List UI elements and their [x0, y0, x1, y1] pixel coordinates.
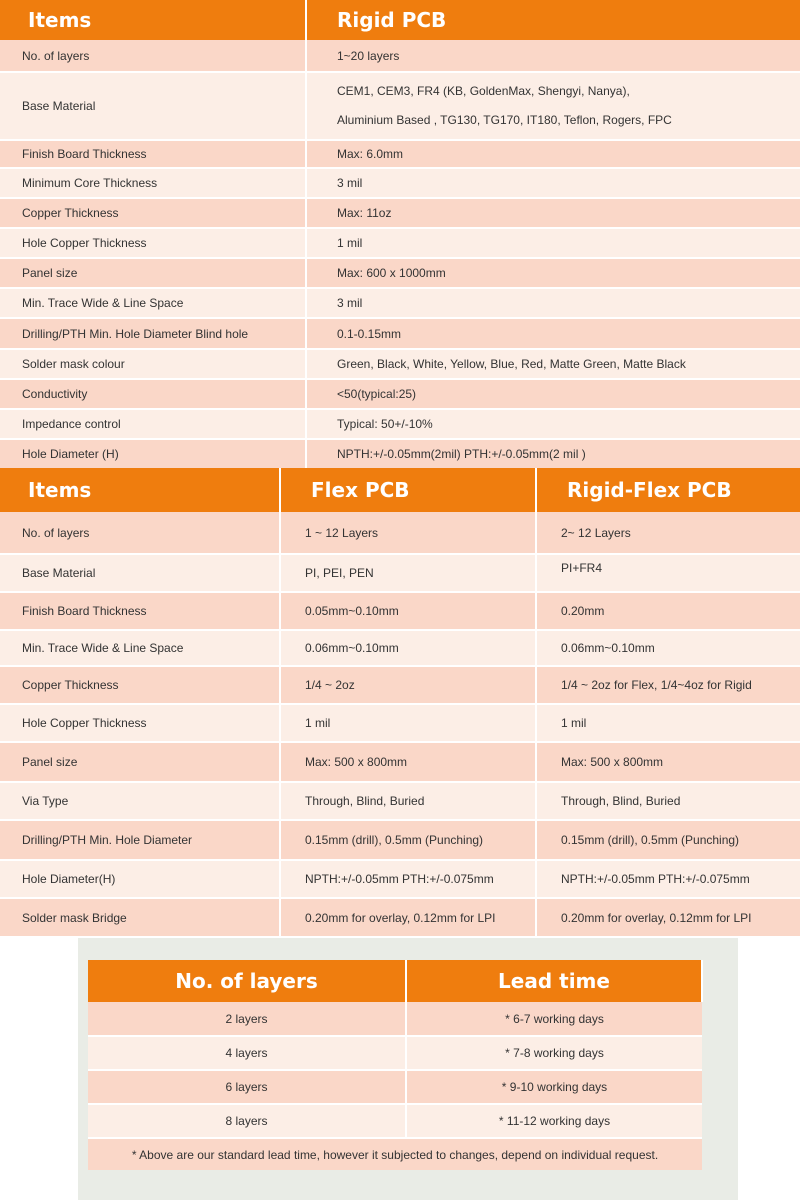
table-row	[0, 349, 800, 379]
header-rigid-pcb: Rigid PCB	[306, 0, 800, 40]
item-value: 0.1-0.15mm	[306, 318, 800, 349]
item-label: Via Type	[0, 782, 280, 820]
header-flex-pcb: Flex PCB	[280, 468, 536, 512]
item-value	[306, 72, 800, 140]
table-row	[88, 1138, 702, 1170]
table-row	[0, 140, 800, 168]
table-row	[0, 592, 800, 630]
header-items: Items	[0, 468, 280, 512]
table-row	[0, 40, 800, 72]
rigid-flex-value: 0.06mm~0.10mm	[536, 630, 800, 666]
lead-time-value: * 7-8 working days	[406, 1036, 702, 1070]
header-rigid-flex-pcb: Rigid-Flex PCB	[536, 468, 800, 512]
rigid-flex-value: 0.20mm for overlay, 0.12mm for LPI	[536, 898, 800, 936]
item-label: Hole Diameter(H)	[0, 860, 280, 898]
header-no-of-layers: No. of layers	[88, 960, 406, 1002]
rigid-table-header	[0, 0, 800, 40]
table-row	[88, 1002, 702, 1036]
lead-time-value: * 6-7 working days	[406, 1002, 702, 1036]
item-label: Hole Copper Thickness	[0, 704, 280, 742]
rigid-flex-value: 2~ 12 Layers	[536, 512, 800, 554]
table-row	[0, 666, 800, 704]
item-label: Panel size	[0, 742, 280, 782]
item-label: Drilling/PTH Min. Hole Diameter Blind hole	[0, 318, 306, 349]
header-lead-time: Lead time	[406, 960, 702, 1002]
item-label: Conductivity	[0, 379, 306, 409]
item-value: Green, Black, White, Yellow, Blue, Red, Matte Green, Matte Black	[306, 349, 800, 379]
lead-time-note: * Above are our standard lead time, however it subjected to changes, depend on individual request.	[88, 1138, 702, 1170]
flex-pcb-table	[0, 468, 800, 936]
lead-time-value: * 11-12 working days	[406, 1104, 702, 1138]
table-row	[0, 168, 800, 198]
item-label: Impedance control	[0, 409, 306, 439]
header-items: Items	[0, 0, 306, 40]
flex-value: Max: 500 x 800mm	[280, 742, 536, 782]
lead-table-header	[88, 960, 702, 1002]
item-label: Hole Copper Thickness	[0, 228, 306, 258]
item-label: Drilling/PTH Min. Hole Diameter	[0, 820, 280, 860]
flex-value: 1 mil	[280, 704, 536, 742]
table-row	[0, 439, 800, 468]
layer-count: 6 layers	[88, 1070, 406, 1104]
item-label: Finish Board Thickness	[0, 140, 306, 168]
item-label: Copper Thickness	[0, 666, 280, 704]
flex-value: 0.15mm (drill), 0.5mm (Punching)	[280, 820, 536, 860]
table-row	[0, 228, 800, 258]
item-value: 3 mil	[306, 288, 800, 318]
table-row	[0, 198, 800, 228]
flex-value: 1 ~ 12 Layers	[280, 512, 536, 554]
table-row	[0, 512, 800, 554]
table-row	[0, 554, 800, 592]
flex-value: PI, PEI, PEN	[280, 554, 536, 592]
rigid-flex-value: 1 mil	[536, 704, 800, 742]
item-label: Hole Diameter (H)	[0, 439, 306, 468]
item-value: Max: 6.0mm	[306, 140, 800, 168]
flex-value: Through, Blind, Buried	[280, 782, 536, 820]
item-label: Solder mask colour	[0, 349, 306, 379]
item-value: Typical: 50+/-10%	[306, 409, 800, 439]
table-row	[88, 1070, 702, 1104]
table-row	[0, 630, 800, 666]
table-row	[0, 898, 800, 936]
item-label: Base Material	[0, 72, 306, 140]
flex-value: 0.06mm~0.10mm	[280, 630, 536, 666]
item-value: NPTH:+/-0.05mm(2mil) PTH:+/-0.05mm(2 mil )	[306, 439, 800, 468]
rigid-flex-value: Max: 500 x 800mm	[536, 742, 800, 782]
item-value: 1 mil	[306, 228, 800, 258]
rigid-flex-value: NPTH:+/-0.05mm PTH:+/-0.075mm	[536, 860, 800, 898]
item-value-line: CEM1, CEM3, FR4 (KB, GoldenMax, Shengyi, Nanya),	[337, 84, 630, 98]
rigid-flex-value: 1/4 ~ 2oz for Flex, 1/4~4oz for Rigid	[536, 666, 800, 704]
table-row	[0, 742, 800, 782]
item-label: Minimum Core Thickness	[0, 168, 306, 198]
table-row	[0, 72, 800, 140]
layer-count: 8 layers	[88, 1104, 406, 1138]
item-label: Min. Trace Wide & Line Space	[0, 630, 280, 666]
table-row	[88, 1036, 702, 1070]
table-row	[0, 820, 800, 860]
item-value-line: Aluminium Based , TG130, TG170, IT180, Teflon, Rogers, FPC	[337, 113, 672, 127]
table-row	[0, 288, 800, 318]
item-value: Max: 600 x 1000mm	[306, 258, 800, 288]
layer-count: 2 layers	[88, 1002, 406, 1036]
lead-time-table	[88, 960, 703, 1170]
rigid-pcb-table	[0, 0, 800, 468]
item-label: Min. Trace Wide & Line Space	[0, 288, 306, 318]
item-label: Finish Board Thickness	[0, 592, 280, 630]
flex-value: 1/4 ~ 2oz	[280, 666, 536, 704]
item-value: 1~20 layers	[306, 40, 800, 72]
flex-table-header	[0, 468, 800, 512]
flex-value: 0.05mm~0.10mm	[280, 592, 536, 630]
item-label: Base Material	[0, 554, 280, 592]
rigid-flex-value: 0.15mm (drill), 0.5mm (Punching)	[536, 820, 800, 860]
flex-value: 0.20mm for overlay, 0.12mm for LPI	[280, 898, 536, 936]
table-row	[0, 379, 800, 409]
item-label: Copper Thickness	[0, 198, 306, 228]
rigid-flex-value: 0.20mm	[536, 592, 800, 630]
table-row	[88, 1104, 702, 1138]
table-row	[0, 704, 800, 742]
table-row	[0, 258, 800, 288]
flex-value: NPTH:+/-0.05mm PTH:+/-0.075mm	[280, 860, 536, 898]
table-row	[0, 409, 800, 439]
item-value: <50(typical:25)	[306, 379, 800, 409]
item-label: Solder mask Bridge	[0, 898, 280, 936]
layer-count: 4 layers	[88, 1036, 406, 1070]
table-row	[0, 318, 800, 349]
table-row	[0, 860, 800, 898]
item-value: Max: 11oz	[306, 198, 800, 228]
item-label: Panel size	[0, 258, 306, 288]
table-row	[0, 782, 800, 820]
item-label: No. of layers	[0, 512, 280, 554]
rigid-flex-value: Through, Blind, Buried	[536, 782, 800, 820]
item-label: No. of layers	[0, 40, 306, 72]
item-value: 3 mil	[306, 168, 800, 198]
rigid-flex-value: PI+FR4	[536, 554, 800, 592]
lead-time-value: * 9-10 working days	[406, 1070, 702, 1104]
